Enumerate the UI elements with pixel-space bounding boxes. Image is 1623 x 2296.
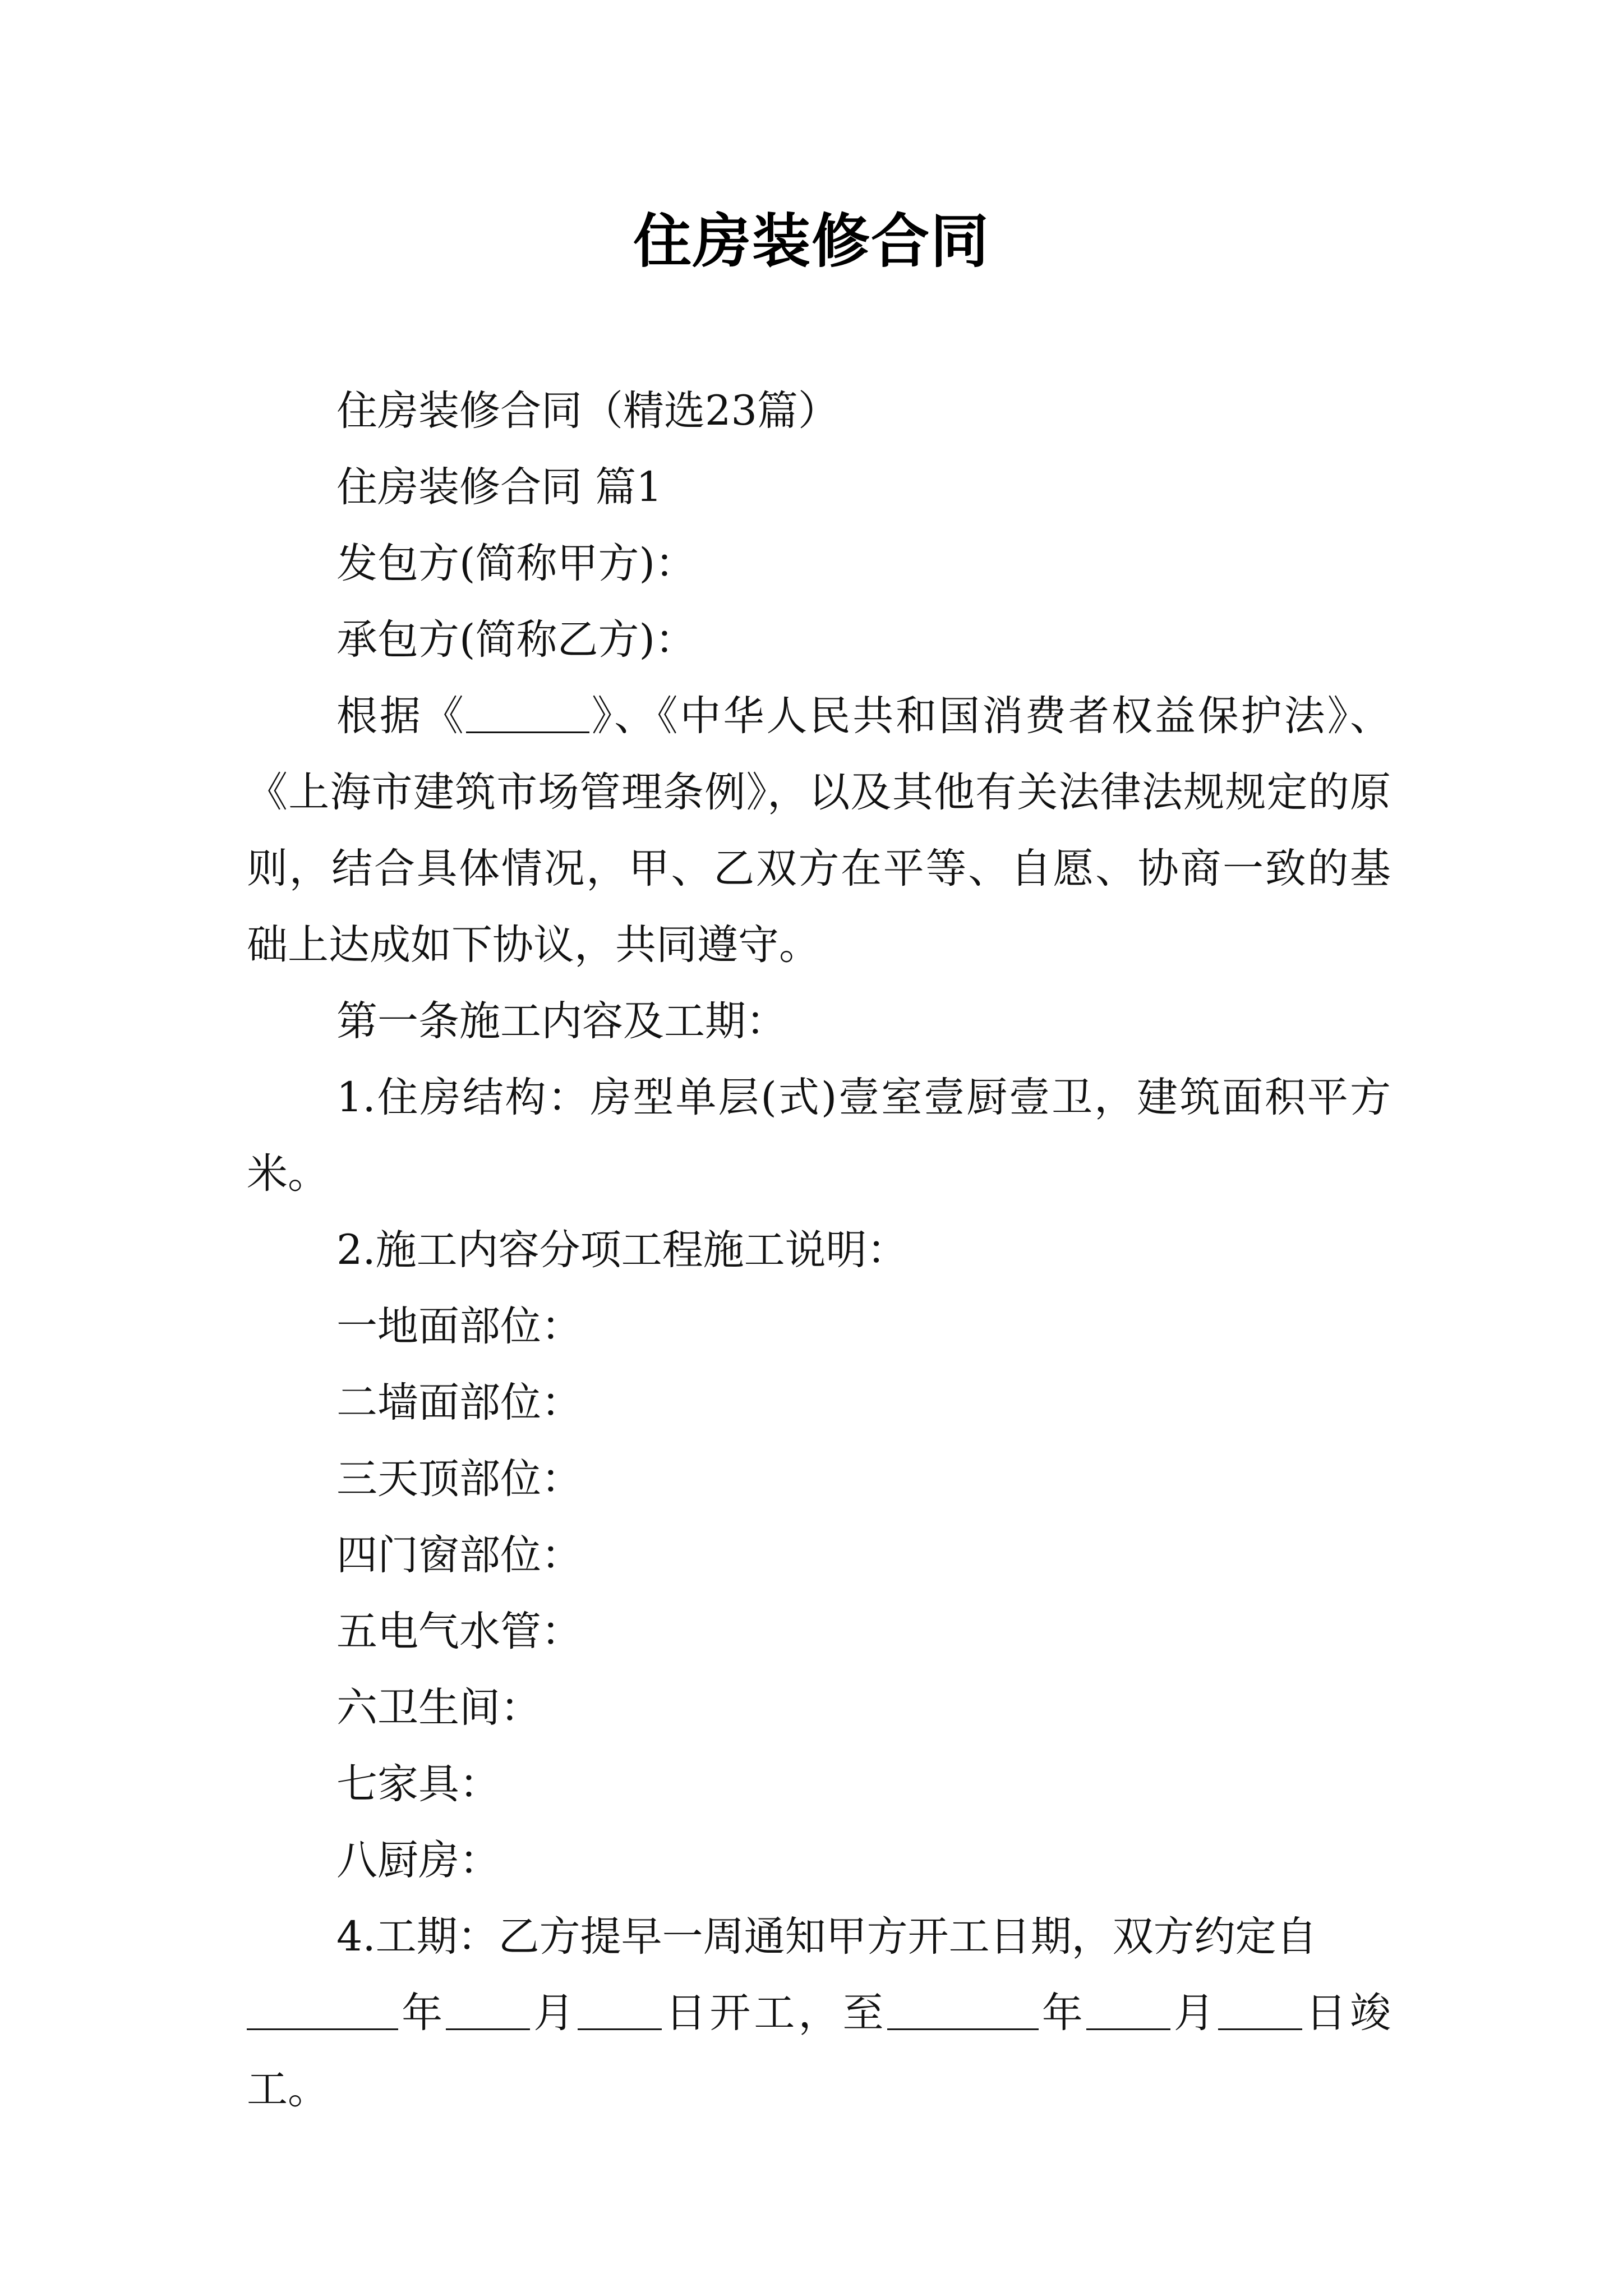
document-title: 住房装修合同 [633,207,990,275]
item-kitchen: 八厨房： [336,1837,500,1884]
schedule-intro: 4.工期：乙方提早一周通知甲方开工日期，双方约定自 [336,1913,1317,1961]
item-wall: 二墙面部位： [336,1379,582,1427]
law-name-blank [466,698,589,733]
end-month-blank [1086,1995,1170,2030]
item-electric-water: 五电气水管： [336,1608,582,1655]
item-floor: 一地面部位： [336,1303,582,1350]
item-furniture: 七家具： [336,1760,500,1808]
end-month-label: 月 [1170,1989,1218,2037]
start-year-label: 年 [398,1989,446,2037]
end-year-blank [887,1995,1039,2030]
employer-line: 发包方(简称甲方)： [336,540,696,587]
item-ceiling: 三天顶部位： [336,1455,582,1503]
end-day-blank [1218,1995,1302,2030]
chapter-heading: 住房装修合同 篇1 [336,463,662,511]
preamble-rest: 》、《中华人民共和国消费者权益保护法》、《上海市建筑市场管理条例》，以及其他有关法律法规规定的原则，结合具体情况，甲、乙双方在平等、自愿、协商一致的基础上达成如下协议，共同遵守。 [247,692,1391,969]
start-month-label: 月 [530,1989,578,2037]
end-year-label: 年 [1038,1989,1086,2037]
content-heading: 2.施工内容分项工程施工说明： [336,1226,908,1274]
item-doors-windows: 四门窗部位： [336,1531,582,1579]
contractor-line: 承包方(简称乙方)： [336,616,696,664]
preamble-paragraph [247,678,1391,983]
subtitle: 住房装修合同（精选23篇） [336,387,839,435]
start-month-blank [446,1995,530,2030]
item-bathroom: 六卫生间： [336,1684,541,1732]
start-day-blank [578,1995,662,2030]
article1-heading: 第一条施工内容及工期： [336,997,787,1045]
document-body [247,373,1391,2128]
start-day-label: 日开工，至 [662,1989,887,2037]
preamble-start: 根据《 [336,692,466,740]
housing-structure: 1.住房结构：房型单层(式)壹室壹厨壹卫，建筑面积平方米。 [247,1074,1391,1198]
schedule-dates [247,1975,1391,2128]
end-day-label: 日竣工。 [247,1989,1391,2113]
start-year-blank [247,1995,398,2030]
